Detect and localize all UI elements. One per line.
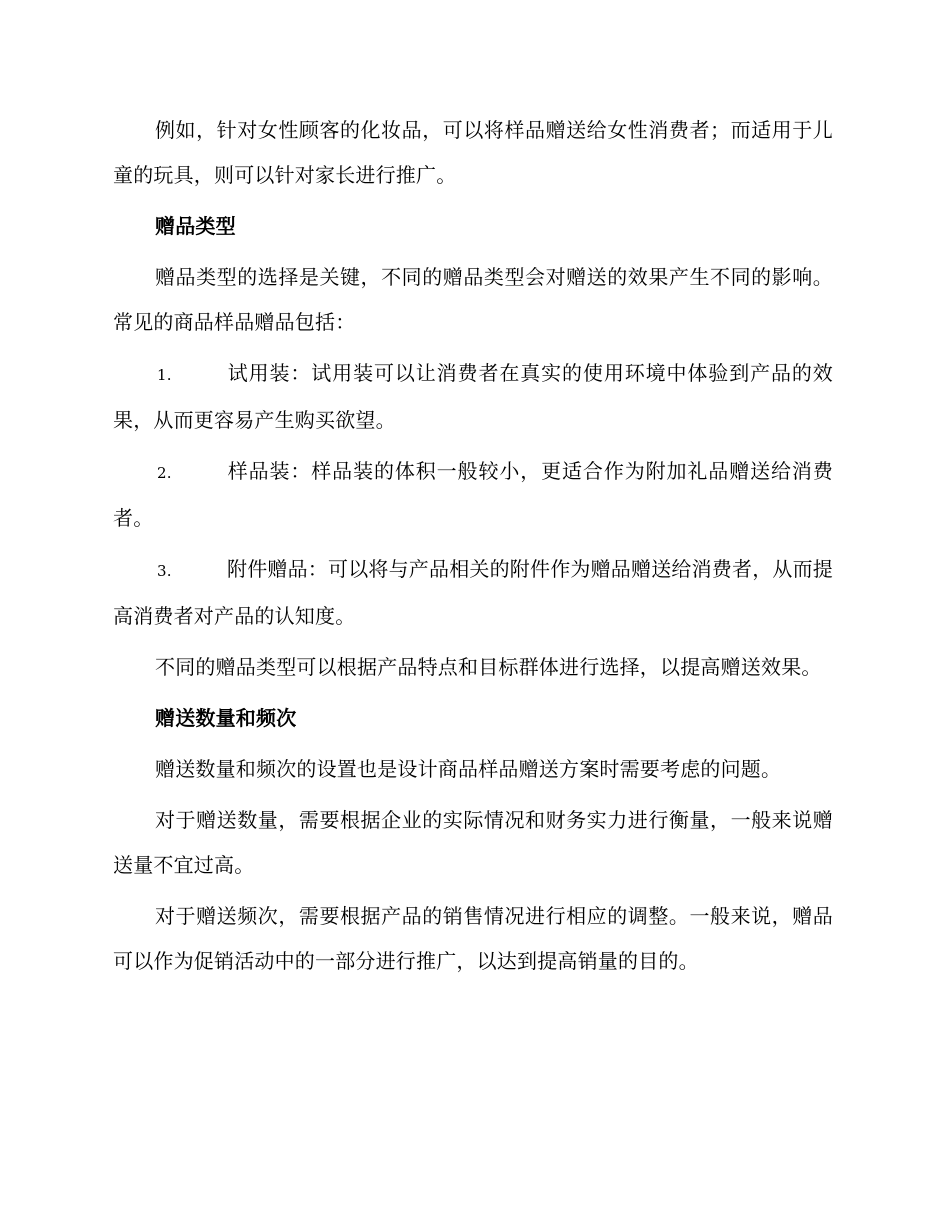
- list-item-text: 试用装：试用装可以让消费者在真实的使用环境中体验到产品的效果，从而更容易产生购买欲望。: [113, 361, 833, 432]
- gift-type-intro-paragraph: 赠品类型的选择是关键，不同的赠品类型会对赠送的效果产生不同的影响。常见的商品样品赠品包括：: [113, 265, 833, 334]
- list-item-text: 样品装：样品装的体积一般较小，更适合作为附加礼品赠送给消费者。: [113, 459, 833, 530]
- list-item-number: 1.: [157, 366, 172, 384]
- quantity-paragraph: 对于赠送数量，需要根据企业的实际情况和财务实力进行衡量，一般来说赠送量不宜过高。: [113, 808, 833, 877]
- quantity-frequency-paragraph: 赠送数量和频次的设置也是设计商品样品赠送方案时需要考虑的问题。: [155, 757, 782, 781]
- list-item: [113, 449, 833, 541]
- list-item-number: 3.: [157, 562, 172, 580]
- document-body: [113, 108, 833, 990]
- list-item: [113, 547, 833, 639]
- gift-type-conclusion-paragraph: 不同的赠品类型可以根据产品特点和目标群体进行选择，以提高赠送效果。: [155, 655, 822, 679]
- list-item-text: 附件赠品：可以将与产品相关的附件作为赠品赠送给消费者，从而提高消费者对产品的认知度。: [113, 557, 833, 628]
- intro-paragraph: 例如，针对女性顾客的化妆品，可以将样品赠送给女性消费者；而适用于儿童的玩具，则可以针对家长进行推广。: [113, 118, 833, 187]
- section-heading-gift-type: 赠品类型: [155, 214, 236, 238]
- list-item-number: 2.: [157, 464, 172, 482]
- frequency-paragraph: 对于赠送频次，需要根据产品的销售情况进行相应的调整。一般来说，赠品可以作为促销活动中的一部分进行推广，以达到提高销量的目的。: [113, 904, 833, 973]
- section-heading-quantity-frequency: 赠送数量和频次: [155, 706, 297, 730]
- list-item: [113, 351, 833, 443]
